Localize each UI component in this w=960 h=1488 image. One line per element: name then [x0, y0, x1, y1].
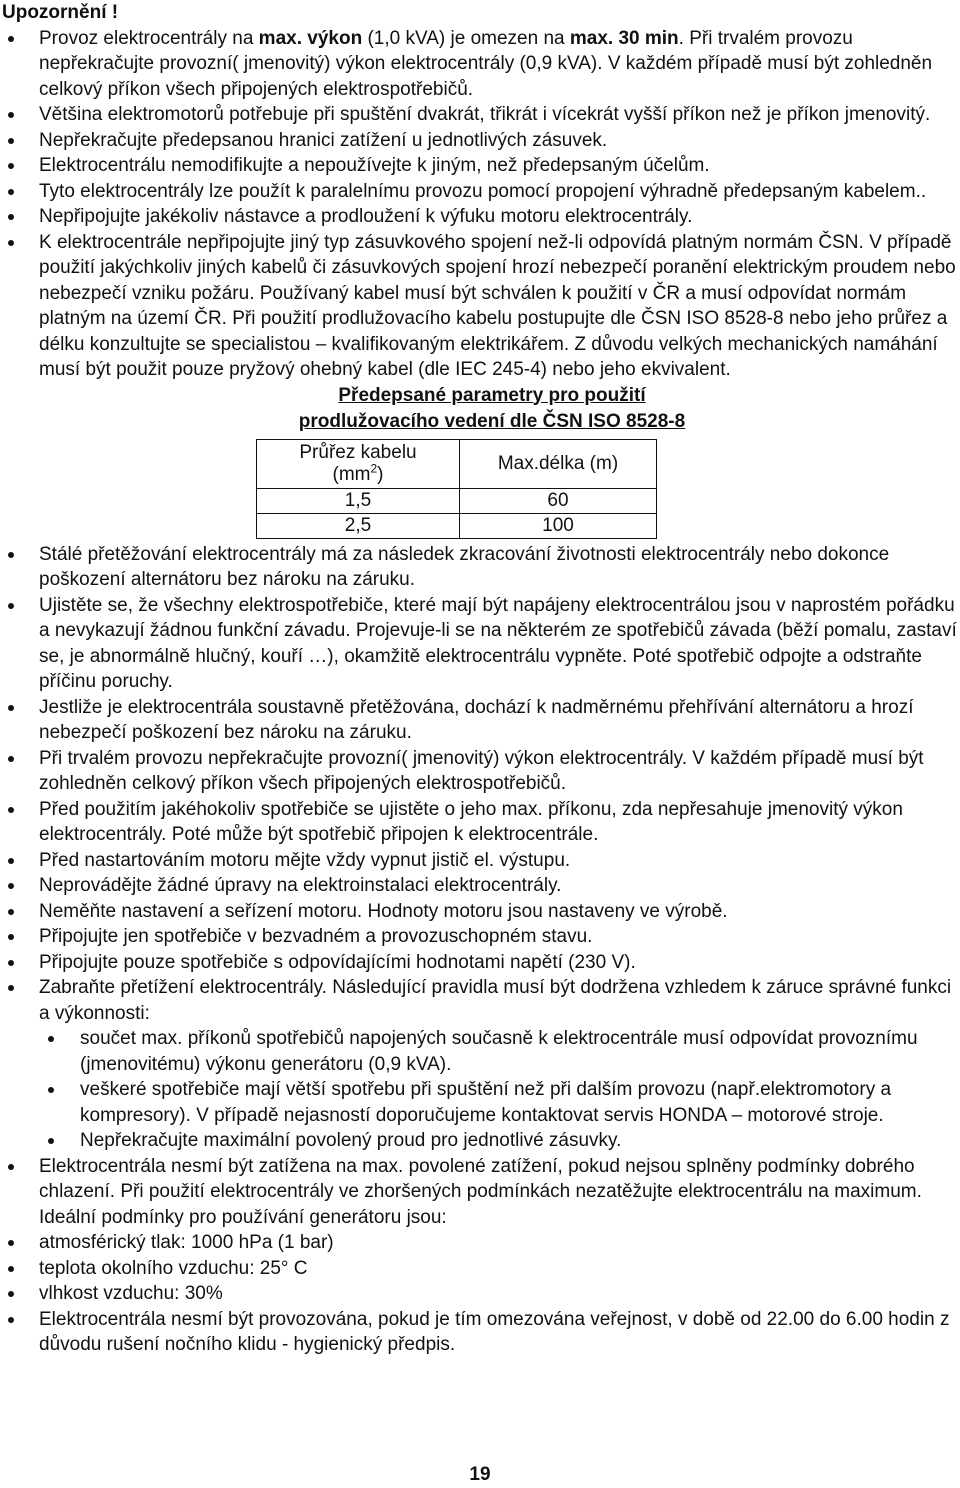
ideal-conditions-sublist: [2, 1230, 957, 1307]
list-item: Ujistěte se, že všechny elektrospotřebiče, které mají být napájeny elektrocentrálou jsou v naprostém pořádku a nevykazují žádnou funkční závadu. Projevuje-li se na některém ze spotřebičů závada (běží pomalu, zastaví se, je abnormálně hlučný, kouří …), okamžitě elektrocentrálu vypněte. Poté spotřebič odpojte a odstraňte příčinu poruchy.: [2, 593, 957, 695]
list-item: Většina elektromotorů potřebuje při spuštění dvakrát, třikrát i vícekrát vyšší příkon než je příkon jmenovitý.: [2, 102, 957, 128]
document-page: [2, 0, 957, 1358]
list-item: Elektrocentrála nesmí být zatížena na max. povolené zatížení, pokud nejsou splněny podmínky dobrého chlazení. Při použití elektrocentrály ve zhoršených podmínkách nezatěžujte elektrocentrálu na maximum.: [2, 1154, 957, 1205]
extension-cable-table: [256, 439, 657, 539]
cross-section-cell: 1,5: [257, 488, 460, 513]
list-item: Neměňte nastavení a seřízení motoru. Hodnoty motoru jsou nastaveny ve výrobě.: [2, 899, 957, 925]
main-warning-list: [2, 542, 957, 1027]
night-list: [2, 1307, 957, 1358]
rules-sublist: [2, 1026, 957, 1154]
page-number: 19: [469, 1464, 491, 1485]
table-header-row: [257, 439, 657, 488]
list-item-csn: K elektrocentrále nepřipojujte jiný typ zásuvkového spojení než-li odpovídá platným normám ČSN. V případě použití jakýchkoliv jiných kabelů či zásuvkových spojení hrozí nebezpečí poranění elektrickým proudem nebo nebezpečí vzniku požáru. Používaný kabel musí být schválen k použití v ČR a musí odpovídat normám platným na území ČR. Při použití prodlužovacího kabelu postupujte dle ČSN ISO 8528-8 nebo jeho průřez a délku konzultujte se specialistou – kvalifikovaným elektrikářem. Z důvodu velkých mechanických namáhání musí být použit pouze pryžový ohebný kabel (dle IEC 245-4) nebo jeho ekvivalent.: [2, 230, 957, 383]
max-length-cell: 100: [460, 513, 657, 538]
list-item: Zabraňte přetížení elektrocentrály. Následující pravidla musí být dodržena vzhledem k záruce správné funkci a výkonnosti:: [2, 975, 957, 1026]
cross-section-cell: 2,5: [257, 513, 460, 538]
list-item: Před použitím jakéhokoliv spotřebiče se ujistěte o jeho max. příkonu, zda nepřesahuje jmenovitý výkon elektrocentrály. Poté může být spotřebič připojen k elektrocentrále.: [2, 797, 957, 848]
list-item: Neprovádějte žádné úpravy na elektroinstalaci elektrocentrály.: [2, 873, 957, 899]
extension-table-block: [2, 383, 957, 539]
list-item: Před nastartováním motoru mějte vždy vypnut jistič el. výstupu.: [2, 848, 957, 874]
warning-heading: Upozornění !: [2, 2, 119, 23]
list-item: Jestliže je elektrocentrála soustavně přetěžována, dochází k nadměrnému přehřívání alternátoru a hrozí nebezpečí poškození bez nároku na záruku.: [2, 695, 957, 746]
table-title-line1: Předepsané parametry pro použití: [338, 384, 646, 406]
list-item: Stálé přetěžování elektrocentrály má za následek zkracování životnosti elektrocentrály nebo dokonce poškození alternátoru bez nároku na záruku.: [2, 542, 957, 593]
sub-list-item: Nepřekračujte maximální povolený proud pro jednotlivé zásuvky.: [2, 1128, 957, 1154]
list-item: Připojujte pouze spotřebiče s odpovídajícími hodnotami napětí (230 V).: [2, 950, 957, 976]
list-item: Nepřekračujte předepsanou hranici zatížení u jednotlivých zásuvek.: [2, 128, 957, 154]
sub-list-item: atmosférický tlak: 1000 hPa (1 bar): [2, 1230, 957, 1256]
cooling-list: [2, 1154, 957, 1205]
sub-list-item: veškeré spotřebiče mají větší spotřebu při spuštění než při dalším provozu (např.elektromotory a kompresory). V případě nejasností doporučujeme kontaktovat servis HONDA – motorové stroje.: [2, 1077, 957, 1128]
cross-section-header: Průřez kabelu $(mm^2)$: [257, 439, 460, 488]
list-item: Provoz elektrocentrály na max. výkon (1,0 kVA) je omezen na max. 30 min. Při trvalém provozu nepřekračujte provozní( jmenovitý) výkon elektrocentrály (0,9 kVA). V každém případě musí být zohledněn celkový příkon všech připojených elektrospotřebičů.: [2, 26, 957, 103]
table-row: [257, 513, 657, 538]
list-item: Tyto elektrocentrály lze použít k paralelnímu provozu pomocí propojení výhradně předepsaným kabelem..: [2, 179, 957, 205]
list-item: Nepřipojujte jakékoliv nástavce a prodloužení k výfuku motoru elektrocentrály.: [2, 204, 957, 230]
intro-warning-list: [2, 26, 957, 383]
max-length-cell: 60: [460, 488, 657, 513]
list-item: Elektrocentrála nesmí být provozována, pokud je tím omezována veřejnost, v době od 22.00 do 6.00 hodin z důvodu rušení nočního klidu - hygienický předpis.: [2, 1307, 957, 1358]
table-title-line2: prodlužovacího vedení dle ČSN ISO 8528-8: [298, 410, 686, 432]
sub-list-item: teplota okolního vzduchu: 25° C: [2, 1256, 957, 1282]
ideal-conditions-intro: Ideální podmínky pro používání generátoru jsou:: [39, 1206, 447, 1228]
table-row: [257, 488, 657, 513]
sub-list-item: vlhkost vzduchu: 30%: [2, 1281, 957, 1307]
sub-list-item: součet max. příkonů spotřebičů napojených současně k elektrocentrále musí odpovídat provoznímu (jmenovitému) výkonu generátoru (0,9 kVA).: [2, 1026, 957, 1077]
list-item: Připojujte jen spotřebiče v bezvadném a provozuschopném stavu.: [2, 924, 957, 950]
list-item: Elektrocentrálu nemodifikujte a nepoužívejte k jiným, než předepsaným účelům.: [2, 153, 957, 179]
list-item: Při trvalém provozu nepřekračujte provozní( jmenovitý) výkon elektrocentrály. V každém případě musí být zohledněn celkový příkon všech připojených elektrospotřebičů.: [2, 746, 957, 797]
max-length-header: Max.délka (m): [460, 439, 657, 488]
